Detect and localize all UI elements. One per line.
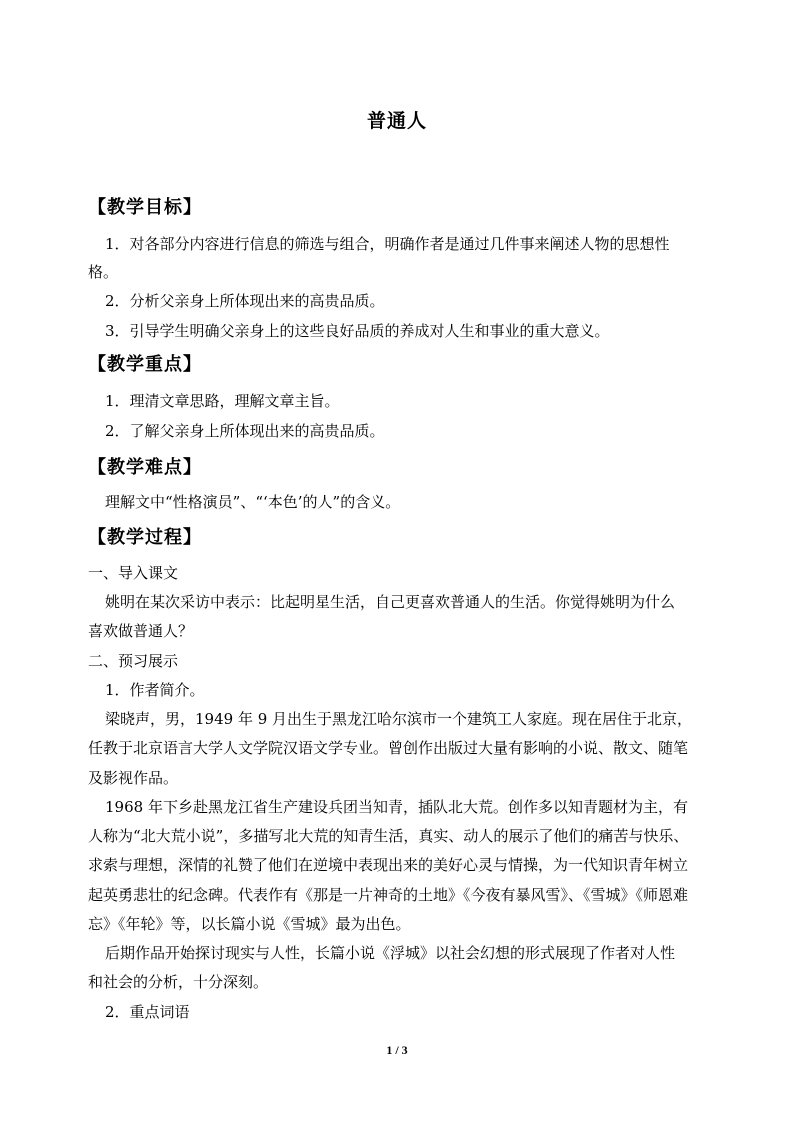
- key-point-item: 1．理清文章思路，理解文章主旨。: [105, 392, 340, 410]
- process-paragraph: 梁晓声，男，1949 年 9 月出生于黑龙江哈尔滨市一个建筑工人家庭。现在居住于北京，: [105, 710, 693, 728]
- process-paragraph: 喜欢做普通人？: [88, 622, 194, 640]
- process-paragraph: 忘》《年轮》等，以长篇小说《雪城》最为出色。: [88, 915, 411, 933]
- process-paragraph: 求索与理想，深情的礼赞了他们在逆境中表现出来的美好心灵与情操，为一代知识青年树立: [88, 856, 689, 874]
- page-number: 1 / 3: [386, 1043, 408, 1057]
- section-heading-goals: 【教学目标】: [88, 197, 202, 218]
- process-paragraph: 后期作品开始探讨现实与人性，长篇小说《浮城》以社会幻想的形式展现了作者对人性: [105, 944, 676, 962]
- process-paragraph: 1968 年下乡赴黑龙江省生产建设兵团当知青，插队北大荒。创作多以知青题材为主，有: [105, 798, 688, 816]
- process-paragraph: 人称为“北大荒小说”，多描写北大荒的知青生活，真实、动人的展示了他们的痛苦与快乐、: [88, 827, 689, 845]
- section-heading-difficulties: 【教学难点】: [88, 457, 202, 478]
- process-paragraph: 及影视作品。: [88, 769, 179, 787]
- goal-item: 2．分析父亲身上所体现出来的高贵品质。: [105, 292, 385, 310]
- section-heading-process: 【教学过程】: [88, 527, 202, 548]
- section-heading-key-points: 【教学重点】: [88, 354, 202, 375]
- goal-item: 1．对各部分内容进行信息的筛选与组合，明确作者是通过几件事来阐述人物的思想性: [105, 235, 670, 253]
- process-item: 1．作者简介。: [105, 681, 205, 699]
- process-subheading: 一、导入课文: [88, 564, 179, 582]
- process-subheading: 二、预习展示: [88, 652, 179, 670]
- process-paragraph: 姚明在某次采访中表示：比起明星生活，自己更喜欢普通人的生活。你觉得姚明为什么: [105, 593, 676, 611]
- process-paragraph: 和社会的分析，十分深刻。: [88, 973, 269, 991]
- process-paragraph: 起英勇悲壮的纪念碑。代表作有《那是一片神奇的土地》《今夜有暴风雪》、《雪城》《师恩难: [88, 886, 689, 904]
- document-title: 普通人: [366, 110, 427, 132]
- goal-item: 3．引导学生明确父亲身上的这些良好品质的养成对人生和事业的重大意义。: [105, 322, 610, 340]
- process-item: 2．重点词语: [105, 1003, 190, 1021]
- goal-item-continuation: 格。: [88, 263, 119, 281]
- key-point-item: 2．了解父亲身上所体现出来的高贵品质。: [105, 422, 385, 440]
- difficulty-item: 理解文中“性格演员”、“‘本色’的人”的含义。: [105, 493, 401, 511]
- process-paragraph: 任教于北京语言大学人文学院汉语文学专业。曾创作出版过大量有影响的小说、散文、随笔: [88, 739, 689, 757]
